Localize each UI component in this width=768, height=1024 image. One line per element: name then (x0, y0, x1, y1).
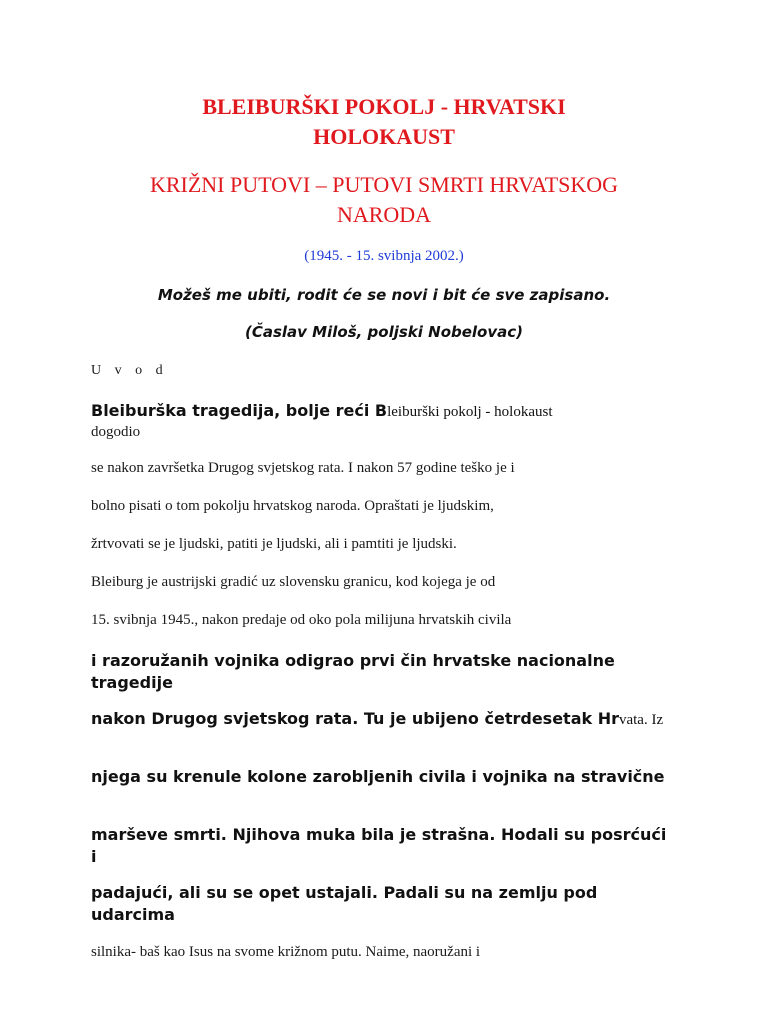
document-title (0, 92, 768, 152)
paragraph-1-bold: Bleiburška tragedija, bolje reći B (91, 401, 388, 420)
paragraph-10: marševe smrti. Njihova muka bila je strašna. Hodali su posrćući i (91, 825, 667, 866)
paragraph-12: silnika- baš kao Isus na svome križnom putu. Naime, naoružani i (91, 944, 481, 960)
paragraph-8-rest: vata. Iz (618, 712, 664, 728)
subtitle-line-2: NARODA (336, 202, 432, 227)
paragraph-6: 15. svibnja 1945., nakon predaje od oko pola milijuna hrvatskih civila (91, 612, 512, 628)
paragraph-5: Bleiburg je austrijski gradić uz slovensku granicu, kod kojega je od (91, 574, 496, 590)
paragraph-1 (91, 401, 553, 421)
paragraph-9: njega su krenule kolone zarobljenih civila i vojnika na stravične (91, 767, 665, 786)
paragraph-1-rest: leiburški pokolj - holokaust (387, 404, 553, 420)
paragraph-1-line-2: dogodio (91, 424, 141, 440)
paragraph-8-bold: nakon Drugog svjetskog rata. Tu je ubijeno četrdesetak Hr (91, 709, 619, 728)
quote-author: (Časlav Miloš, poljski Nobelovac) (245, 323, 523, 341)
paragraph-8 (91, 708, 671, 731)
section-heading: U v o d (91, 363, 168, 378)
subtitle-line-1: KRIŽNI PUTOVI – PUTOVI SMRTI HRVATSKOG (149, 172, 619, 197)
date-range: (1945. - 15. svibnja 2002.) (304, 248, 464, 264)
paragraph-11: padajući, ali su se opet ustajali. Padali su na zemlju pod udarcima (91, 883, 598, 924)
title-line-2: HOLOKAUST (313, 124, 455, 149)
paragraph-4: žrtvovati se je ljudski, patiti je ljudski, ali i pamtiti je ljudski. (91, 536, 457, 552)
quote-text: Možeš me ubiti, rodit će se novi i bit će sve zapisano. (157, 286, 611, 304)
title-line-1: BLEIBURŠKI POKOLJ - HRVATSKI (202, 94, 566, 119)
paragraph-2: se nakon završetka Drugog svjetskog rata. I nakon 57 godine teško je i (91, 460, 515, 476)
paragraph-3: bolno pisati o tom pokolju hrvatskog naroda. Opraštati je ljudskim, (91, 498, 494, 514)
document-subtitle (0, 170, 768, 230)
paragraph-7: i razoružanih vojnika odigrao prvi čin hrvatske nacionalne tragedije (91, 651, 615, 692)
